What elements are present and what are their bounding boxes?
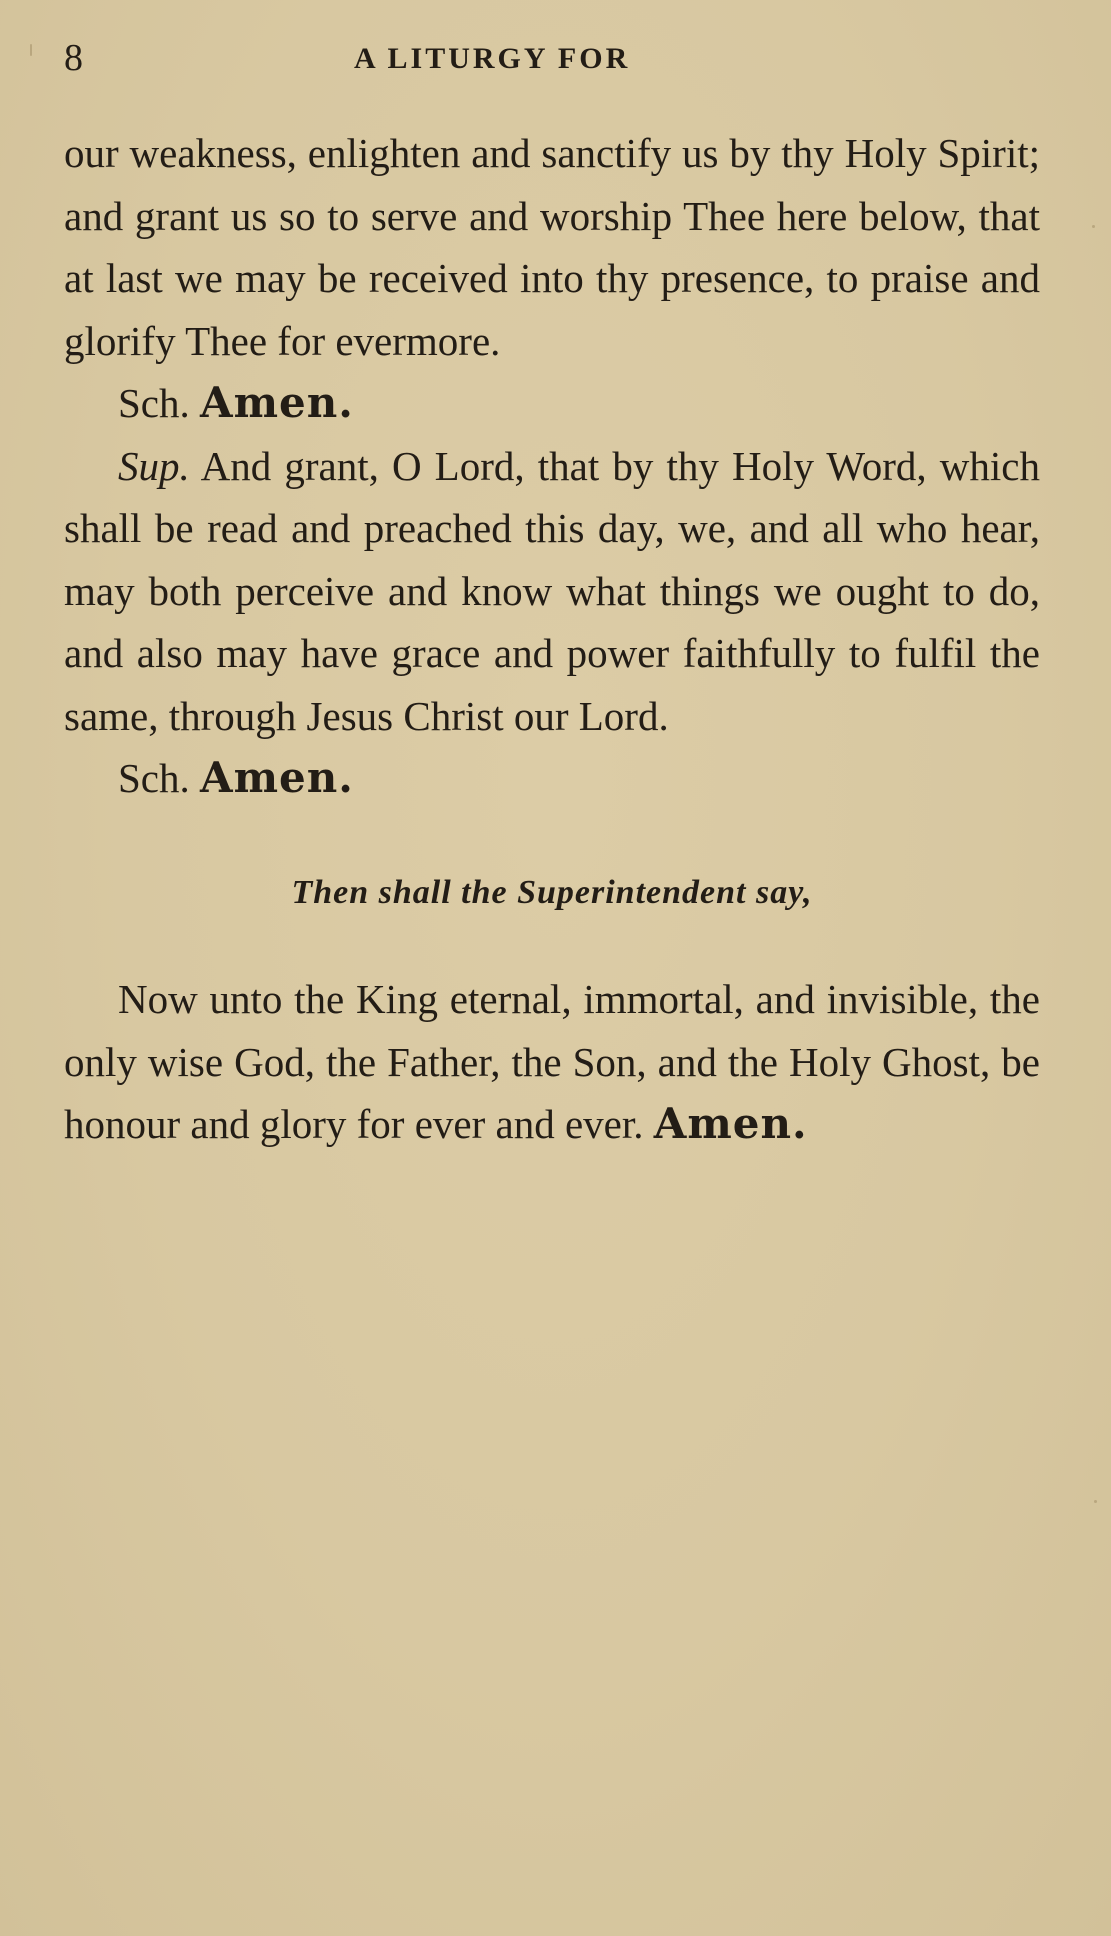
page-body bbox=[64, 122, 1040, 1156]
prayer-continuation-paragraph: our weakness, enlighten and sanctify us by thy Holy Spirit; and grant us so to serve and worship Thee here below, that at last we may be received into thy presence, to praise and glorify Thee for evermore. bbox=[64, 130, 1040, 364]
rubric-instruction: Then shall the Superintendent say, bbox=[291, 873, 813, 911]
page-number: 8 bbox=[64, 37, 83, 79]
response-amen: Amen. bbox=[200, 378, 354, 427]
prayer-text: And grant, O Lord, that by thy Holy Word, which shall be read and preached this day, we, and all who hear, may both perceive and know what things we ought to do, and also may have grace and power faithfully to fulfil the same, through Jesus Christ our Lord. bbox=[64, 442, 1040, 739]
prayer-speaker: Sup. bbox=[118, 442, 190, 489]
paper-speck bbox=[1092, 225, 1095, 228]
doxology-text: Now unto the King eternal, immortal, and invisible, the only wise God, the Father, the Son, and the Holy Ghost, be honour and glory for ever and ever. bbox=[64, 976, 1040, 1147]
page-header bbox=[64, 36, 1044, 86]
doxology-amen: Amen. bbox=[653, 1099, 808, 1148]
response-speaker: Sch. bbox=[118, 755, 190, 801]
response-speaker: Sch. bbox=[118, 380, 190, 426]
running-head: A LITURGY FOR bbox=[354, 42, 631, 75]
response-amen: Amen. bbox=[200, 753, 354, 802]
paper-mark bbox=[30, 44, 32, 56]
doxology-paragraph bbox=[64, 968, 1040, 1156]
paper-speck bbox=[1094, 1500, 1097, 1503]
scholars-response bbox=[64, 372, 1040, 435]
scholars-response bbox=[64, 747, 1040, 810]
superintendent-prayer-paragraph bbox=[64, 435, 1040, 748]
